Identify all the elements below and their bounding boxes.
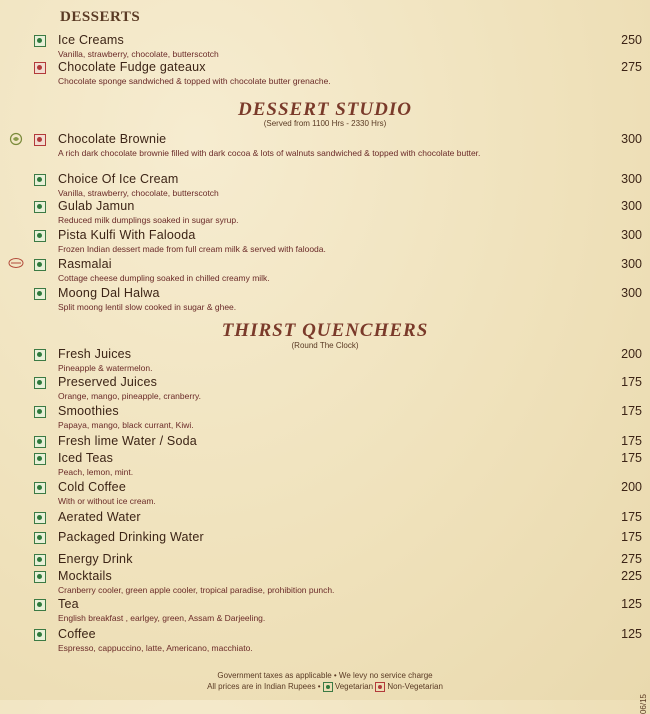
item-price: 200 — [621, 347, 642, 361]
veg-icon — [34, 532, 46, 544]
veg-icon — [34, 259, 46, 271]
item-description: English breakfast , earlgey, green, Assam & Darjeeling. — [58, 613, 266, 623]
item-name: Preserved Juices — [58, 375, 158, 389]
item-description: Peach, lemon, mint. — [58, 467, 134, 477]
veg-icon — [34, 453, 46, 465]
section-subtitle-dessert-studio: (Served from 1100 Hrs - 2330 Hrs) — [263, 119, 387, 128]
menu-item — [0, 347, 650, 377]
menu-item — [0, 552, 650, 570]
section-subtitle-thirst-quenchers: (Round The Clock) — [291, 341, 359, 350]
item-description: Orange, mango, pineapple, cranberry. — [58, 391, 202, 401]
section-title-thirst-quenchers: THIRST QUENCHERS — [221, 320, 429, 341]
menu-item — [0, 480, 650, 510]
item-price: 300 — [621, 172, 642, 186]
item-name: Cold Coffee — [58, 480, 126, 494]
veg-icon — [34, 174, 46, 186]
item-price: 300 — [621, 199, 642, 213]
item-name: Chocolate Fudge gateaux — [58, 60, 206, 74]
section-title-desserts: DESSERTS — [60, 9, 141, 25]
item-name: Mocktails — [58, 569, 112, 583]
item-price: 175 — [621, 451, 642, 465]
veg-icon — [34, 512, 46, 524]
veg-icon — [34, 554, 46, 566]
footer-currency-note: All prices are in Indian Rupees • — [207, 682, 321, 692]
item-price: 175 — [621, 510, 642, 524]
footer-tax-note: Government taxes as applicable • We levy no service charge — [217, 671, 433, 680]
item-price: 225 — [621, 569, 642, 583]
menu-item — [0, 434, 650, 452]
menu-item — [0, 199, 650, 229]
veg-legend-label: Vegetarian — [334, 682, 374, 692]
item-name: Fresh lime Water / Soda — [58, 434, 197, 448]
non-veg-legend-icon — [375, 682, 385, 692]
item-description: A rich dark chocolate brownie filled with dark cocoa & lots of walnuts sandwiched & topped with chocolate butter. — [58, 148, 481, 158]
item-name: Ice Creams — [58, 33, 124, 47]
non-veg-legend-label: Non-Vegetarian — [387, 682, 443, 692]
veg-icon — [34, 629, 46, 641]
menu-item — [0, 451, 650, 481]
menu-item — [0, 228, 650, 258]
veg-icon — [34, 35, 46, 47]
non-veg-icon — [34, 62, 46, 74]
item-name: Gulab Jamun — [58, 199, 135, 213]
item-price: 300 — [621, 228, 642, 242]
item-description: Papaya, mango, black currant, Kiwi. — [58, 420, 194, 430]
footer-legend — [0, 682, 650, 692]
item-description: Cottage cheese dumpling soaked in chilled creamy milk. — [58, 273, 270, 283]
item-price: 275 — [621, 552, 642, 566]
item-description: Reduced milk dumplings soaked in sugar syrup. — [58, 215, 239, 225]
item-description: Vanilla, strawberry, chocolate, butterscotch — [58, 49, 219, 59]
veg-icon — [34, 436, 46, 448]
menu-item — [0, 597, 650, 627]
menu-item — [0, 375, 650, 405]
veg-icon — [34, 377, 46, 389]
item-price: 300 — [621, 132, 642, 146]
item-name: Fresh Juices — [58, 347, 132, 361]
veg-icon — [34, 349, 46, 361]
item-price: 300 — [621, 286, 642, 300]
item-name: Rasmalai — [58, 257, 112, 271]
item-name: Packaged Drinking Water — [58, 530, 204, 544]
item-description: Chocolate sponge sandwiched & topped with chocolate butter grenache. — [58, 76, 331, 86]
item-price: 125 — [621, 627, 642, 641]
item-name: Aerated Water — [58, 510, 141, 524]
veg-icon — [34, 599, 46, 611]
item-description: Frozen Indian dessert made from full cream milk & served with falooda. — [58, 244, 326, 254]
walnut-icon — [8, 132, 24, 148]
menu-item — [0, 510, 650, 528]
item-price: 175 — [621, 434, 642, 448]
item-price: 175 — [621, 375, 642, 389]
menu-item — [0, 132, 650, 170]
menu-item — [0, 569, 650, 599]
item-description: Pineapple & watermelon. — [58, 363, 153, 373]
item-name: Tea — [58, 597, 79, 611]
item-price: 200 — [621, 480, 642, 494]
item-name: Chocolate Brownie — [58, 132, 167, 146]
veg-icon — [34, 230, 46, 242]
veg-icon — [34, 288, 46, 300]
item-description: Cranberry cooler, green apple cooler, tropical paradise, prohibition punch. — [58, 585, 335, 595]
menu-item — [0, 257, 650, 287]
menu-item — [0, 627, 650, 657]
item-price: 250 — [621, 33, 642, 47]
item-name: Energy Drink — [58, 552, 133, 566]
item-name: Coffee — [58, 627, 96, 641]
item-name: Choice Of Ice Cream — [58, 172, 179, 186]
menu-item — [0, 172, 650, 202]
print-code: 06/15 — [639, 694, 648, 714]
item-description: Espresso, cappuccino, latte, Americano, macchiato. — [58, 643, 253, 653]
item-description: Split moong lentil slow cooked in sugar & ghee. — [58, 302, 237, 312]
veg-legend-icon — [323, 682, 333, 692]
menu-item — [0, 404, 650, 434]
veg-icon — [34, 406, 46, 418]
veg-icon — [34, 571, 46, 583]
menu-item — [0, 60, 650, 90]
spice-mark-icon — [8, 257, 24, 273]
menu-item — [0, 33, 650, 63]
item-price: 275 — [621, 60, 642, 74]
section-title-dessert-studio: DESSERT STUDIO — [238, 99, 412, 120]
item-name: Moong Dal Halwa — [58, 286, 160, 300]
item-name: Pista Kulfi With Falooda — [58, 228, 196, 242]
item-name: Smoothies — [58, 404, 119, 418]
item-price: 175 — [621, 530, 642, 544]
item-price: 175 — [621, 404, 642, 418]
item-description: Vanilla, strawberry, chocolate, butterscotch — [58, 188, 219, 198]
menu-item — [0, 530, 650, 548]
veg-icon — [34, 201, 46, 213]
non-veg-icon — [34, 134, 46, 146]
menu-item — [0, 286, 650, 316]
veg-icon — [34, 482, 46, 494]
item-name: Iced Teas — [58, 451, 114, 465]
item-price: 300 — [621, 257, 642, 271]
item-price: 125 — [621, 597, 642, 611]
item-description: With or without ice cream. — [58, 496, 156, 506]
